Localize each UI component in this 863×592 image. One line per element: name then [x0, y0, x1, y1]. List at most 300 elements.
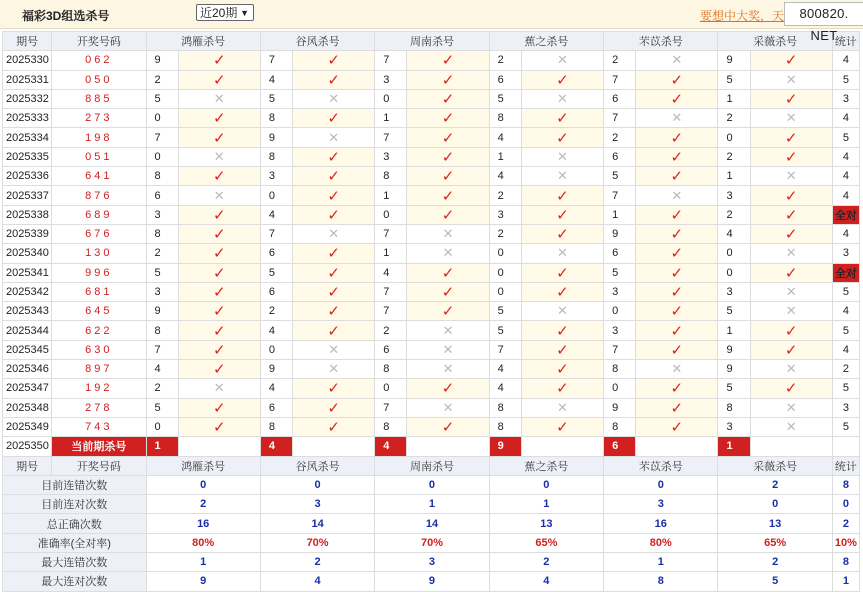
check-mark-cell [521, 186, 603, 205]
cross-mark-cell [750, 398, 832, 417]
kill-number-cell: 0 [489, 244, 521, 263]
summary-label: 总正确次数 [3, 514, 147, 533]
summary-col-expert-3: 周南杀号 [375, 456, 489, 475]
kill-number-cell: 8 [489, 398, 521, 417]
check-icon: ✓ [784, 322, 798, 340]
kill-number-cell: 8 [146, 321, 178, 340]
kill-number-cell: 2 [489, 224, 521, 243]
check-mark-cell [521, 128, 603, 147]
check-mark-cell [293, 302, 375, 321]
count-cell: 5 [832, 379, 859, 398]
summary-row [3, 572, 860, 591]
check-mark-cell [178, 321, 260, 340]
check-icon: ✓ [784, 341, 798, 359]
check-mark-cell [407, 417, 489, 436]
issue-cell: 2025338 [3, 205, 52, 224]
kill-number-cell: 7 [375, 302, 407, 321]
current-kill-spacer [750, 437, 832, 456]
check-mark-cell [293, 51, 375, 70]
summary-value: 9 [375, 572, 489, 591]
check-icon: ✓ [441, 380, 455, 398]
summary-col-expert-1: 鸿雁杀号 [146, 456, 260, 475]
summary-header-row [3, 456, 860, 475]
check-mark-cell [178, 109, 260, 128]
count-cell: 4 [832, 51, 859, 70]
table-header-row [3, 32, 860, 51]
count-cell: 5 [832, 321, 859, 340]
check-icon: ✓ [327, 322, 340, 340]
issue-cell: 2025348 [3, 398, 52, 417]
draw-number-cell: 897 [52, 360, 146, 379]
kill-number-cell: 7 [260, 51, 292, 70]
draw-number-cell: 641 [52, 167, 146, 186]
check-icon: ✓ [327, 380, 340, 398]
summary-value: 9 [146, 572, 260, 591]
kill-number-cell: 0 [375, 89, 407, 108]
summary-value: 2 [718, 553, 832, 572]
check-icon: ✓ [784, 380, 798, 398]
current-stat-cell [832, 437, 859, 456]
cross-mark-cell [293, 340, 375, 359]
kill-number-cell: 3 [718, 282, 750, 301]
cross-icon: ✕ [556, 148, 568, 164]
check-mark-cell [293, 379, 375, 398]
summary-col-stats: 统计 [832, 456, 859, 475]
cross-icon: ✕ [328, 129, 340, 145]
cross-mark-cell [293, 128, 375, 147]
check-mark-cell [750, 340, 832, 359]
check-mark-cell [178, 417, 260, 436]
check-mark-cell [293, 147, 375, 166]
kill-number-cell: 8 [489, 109, 521, 128]
check-icon: ✓ [784, 129, 798, 147]
draw-number-cell: 630 [52, 340, 146, 359]
check-mark-cell [636, 417, 718, 436]
summary-col-expert-2: 谷风杀号 [260, 456, 374, 475]
kill-number-cell: 3 [489, 205, 521, 224]
kill-number-cell: 0 [375, 379, 407, 398]
check-mark-cell [293, 205, 375, 224]
check-icon: ✓ [327, 206, 340, 224]
check-icon: ✓ [784, 206, 798, 224]
summary-col-expert-5: 芣苡杀号 [604, 456, 718, 475]
check-icon: ✓ [327, 110, 340, 128]
cross-icon: ✕ [556, 52, 568, 68]
check-icon: ✓ [670, 206, 684, 224]
check-icon: ✓ [212, 361, 226, 379]
count-cell: 5 [832, 70, 859, 89]
kill-number-cell: 5 [718, 70, 750, 89]
summary-value: 80% [146, 533, 260, 552]
summary-value: 70% [375, 533, 489, 552]
kill-number-cell: 4 [489, 379, 521, 398]
check-mark-cell [636, 302, 718, 321]
kill-number-cell: 3 [604, 282, 636, 301]
kill-number-cell: 4 [489, 128, 521, 147]
check-icon: ✓ [212, 303, 226, 321]
kill-number-cell: 6 [146, 186, 178, 205]
check-icon: ✓ [556, 284, 569, 301]
kill-number-cell: 6 [260, 244, 292, 263]
kill-number-cell: 8 [260, 417, 292, 436]
table-row [3, 51, 860, 70]
table-row [3, 128, 860, 147]
summary-col-draw: 开奖号码 [52, 456, 146, 475]
check-icon: ✓ [441, 110, 455, 128]
site-badge[interactable]: 800820. NET [784, 2, 863, 26]
chevron-down-icon: ▼ [240, 8, 249, 18]
cross-mark-cell [636, 51, 718, 70]
all-correct-badge: 全对 [832, 263, 859, 282]
issue-cell: 2025337 [3, 186, 52, 205]
check-mark-cell [750, 263, 832, 282]
period-select[interactable] [196, 4, 254, 21]
cross-icon: ✕ [785, 284, 797, 299]
cross-mark-cell [293, 89, 375, 108]
check-icon: ✓ [327, 245, 340, 263]
check-icon: ✓ [441, 168, 455, 186]
cross-mark-cell [293, 360, 375, 379]
cross-mark-cell [521, 51, 603, 70]
count-cell: 4 [832, 302, 859, 321]
kill-number-cell: 3 [146, 205, 178, 224]
kill-number-cell: 4 [489, 167, 521, 186]
check-mark-cell [636, 128, 718, 147]
summary-value: 16 [604, 514, 718, 533]
kill-number-cell: 7 [604, 70, 636, 89]
count-cell: 5 [832, 128, 859, 147]
cross-icon: ✕ [785, 419, 797, 435]
kill-number-cell: 8 [604, 360, 636, 379]
check-icon: ✓ [556, 187, 569, 205]
kill-number-cell: 4 [718, 224, 750, 243]
check-mark-cell [178, 167, 260, 186]
kill-number-cell: 2 [489, 186, 521, 205]
cross-mark-cell [750, 282, 832, 301]
summary-label: 目前连错次数 [3, 475, 147, 494]
kill-number-cell: 4 [260, 205, 292, 224]
check-mark-cell [407, 379, 489, 398]
kill-number-cell: 8 [375, 167, 407, 186]
summary-value: 65% [489, 533, 603, 552]
check-icon: ✓ [556, 341, 569, 359]
summary-value: 0 [489, 475, 603, 494]
issue-cell: 2025339 [3, 224, 52, 243]
kill-number-cell: 6 [604, 147, 636, 166]
cross-mark-cell [178, 147, 260, 166]
table-row [3, 244, 860, 263]
check-icon: ✓ [556, 419, 569, 437]
cross-mark-cell [293, 224, 375, 243]
check-mark-cell [636, 321, 718, 340]
current-issue-cell: 2025350 [3, 437, 52, 456]
page-title: 福彩3D组选杀号 [22, 9, 110, 23]
summary-value: 3 [604, 495, 718, 514]
table-row [3, 417, 860, 436]
kill-number-cell: 7 [604, 109, 636, 128]
col-draw: 开奖号码 [52, 32, 146, 51]
kill-number-cell: 6 [260, 398, 292, 417]
summary-value: 1 [375, 495, 489, 514]
check-mark-cell [521, 263, 603, 282]
check-icon: ✓ [670, 399, 684, 417]
kill-number-cell: 7 [146, 128, 178, 147]
check-icon: ✓ [441, 284, 455, 301]
check-mark-cell [636, 379, 718, 398]
summary-label: 目前连对次数 [3, 495, 147, 514]
check-mark-cell [521, 282, 603, 301]
kill-number-cell: 1 [375, 109, 407, 128]
kill-number-cell: 1 [718, 167, 750, 186]
check-mark-cell [178, 205, 260, 224]
cross-mark-cell [636, 360, 718, 379]
summary-stat-value: 0 [832, 495, 859, 514]
summary-value: 0 [604, 475, 718, 494]
cross-icon: ✕ [213, 187, 225, 203]
issue-cell: 2025340 [3, 244, 52, 263]
cross-icon: ✕ [442, 361, 454, 377]
cross-icon: ✕ [671, 187, 683, 203]
check-mark-cell [178, 263, 260, 282]
check-icon: ✓ [670, 168, 684, 186]
summary-value: 2 [146, 495, 260, 514]
kill-number-cell: 5 [604, 263, 636, 282]
draw-number-cell: 645 [52, 302, 146, 321]
check-icon: ✓ [212, 110, 226, 128]
promo-link[interactable]: 要想中大奖，天 [700, 9, 785, 23]
check-icon: ✓ [784, 264, 798, 282]
cross-mark-cell [407, 360, 489, 379]
summary-value: 16 [146, 514, 260, 533]
check-mark-cell [407, 186, 489, 205]
check-mark-cell [407, 147, 489, 166]
count-cell: 4 [832, 340, 859, 359]
check-mark-cell [521, 205, 603, 224]
kill-number-cell: 6 [604, 89, 636, 108]
check-icon: ✓ [556, 206, 569, 224]
check-icon: ✓ [212, 322, 226, 340]
kill-number-cell: 2 [260, 302, 292, 321]
check-icon: ✓ [212, 341, 226, 359]
kill-number-cell: 5 [489, 89, 521, 108]
kill-number-cell: 8 [604, 417, 636, 436]
check-icon: ✓ [327, 399, 340, 417]
summary-stat-value: 8 [832, 475, 859, 494]
issue-cell: 2025345 [3, 340, 52, 359]
summary-label: 最大连错次数 [3, 553, 147, 572]
check-icon: ✓ [670, 303, 684, 321]
check-icon: ✓ [784, 148, 798, 166]
check-icon: ✓ [556, 380, 569, 398]
summary-value: 2 [718, 475, 832, 494]
check-icon: ✓ [784, 91, 798, 109]
issue-cell: 2025334 [3, 128, 52, 147]
kill-number-cell: 5 [489, 302, 521, 321]
current-kill-number: 9 [489, 437, 521, 456]
check-mark-cell [636, 282, 718, 301]
summary-col-expert-4: 蕉之杀号 [489, 456, 603, 475]
issue-cell: 2025331 [3, 70, 52, 89]
col-issue: 期号 [3, 32, 52, 51]
summary-stat-value: 2 [832, 514, 859, 533]
kill-number-cell: 1 [375, 186, 407, 205]
check-icon: ✓ [441, 303, 455, 321]
check-icon: ✓ [327, 168, 340, 186]
kill-number-cell: 1 [489, 147, 521, 166]
cross-icon: ✕ [785, 361, 797, 377]
check-icon: ✓ [212, 284, 226, 301]
summary-value: 0 [260, 475, 374, 494]
kill-number-cell: 3 [146, 282, 178, 301]
check-mark-cell [293, 244, 375, 263]
kill-number-cell: 4 [260, 70, 292, 89]
kill-number-cell: 1 [718, 89, 750, 108]
kill-number-cell: 4 [489, 360, 521, 379]
kill-number-cell: 5 [604, 167, 636, 186]
kill-number-cell: 0 [718, 263, 750, 282]
kill-number-cell: 0 [489, 282, 521, 301]
current-kill-number: 1 [146, 437, 178, 456]
draw-number-cell: 996 [52, 263, 146, 282]
kill-number-cell: 3 [260, 167, 292, 186]
summary-value: 0 [146, 475, 260, 494]
cross-icon: ✕ [556, 245, 568, 261]
kill-number-cell: 2 [604, 128, 636, 147]
cross-mark-cell [407, 224, 489, 243]
kill-number-cell: 7 [375, 224, 407, 243]
count-cell: 4 [832, 109, 859, 128]
kill-number-cell: 0 [146, 147, 178, 166]
kill-number-cell: 5 [146, 398, 178, 417]
current-kill-number: 6 [604, 437, 636, 456]
check-icon: ✓ [441, 187, 455, 205]
cross-mark-cell [521, 167, 603, 186]
issue-cell: 2025333 [3, 109, 52, 128]
kill-number-cell: 9 [604, 398, 636, 417]
table-row [3, 321, 860, 340]
check-icon: ✓ [670, 91, 684, 109]
draw-number-cell: 273 [52, 109, 146, 128]
check-icon: ✓ [327, 187, 340, 205]
check-mark-cell [750, 51, 832, 70]
issue-cell: 2025330 [3, 51, 52, 70]
summary-value: 14 [375, 514, 489, 533]
check-icon: ✓ [556, 226, 569, 244]
draw-number-cell: 876 [52, 186, 146, 205]
summary-stat-value: 8 [832, 553, 859, 572]
summary-value: 3 [375, 553, 489, 572]
summary-row [3, 553, 860, 572]
check-icon: ✓ [212, 399, 226, 417]
kill-number-cell: 2 [718, 205, 750, 224]
cross-icon: ✕ [785, 110, 797, 126]
check-icon: ✓ [556, 71, 569, 89]
cross-mark-cell [750, 70, 832, 89]
issue-cell: 2025341 [3, 263, 52, 282]
check-mark-cell [636, 340, 718, 359]
check-mark-cell [636, 89, 718, 108]
summary-row [3, 514, 860, 533]
summary-value: 80% [604, 533, 718, 552]
check-mark-cell [750, 89, 832, 108]
cross-mark-cell [521, 89, 603, 108]
check-mark-cell [521, 321, 603, 340]
kill-number-cell: 4 [260, 321, 292, 340]
cross-mark-cell [521, 302, 603, 321]
check-icon: ✓ [441, 91, 455, 109]
kill-number-cell: 9 [260, 128, 292, 147]
check-mark-cell [293, 263, 375, 282]
check-icon: ✓ [327, 284, 340, 301]
kill-number-cell: 6 [604, 244, 636, 263]
cross-mark-cell [407, 340, 489, 359]
check-mark-cell [636, 147, 718, 166]
current-kill-spacer [178, 437, 260, 456]
summary-value: 0 [375, 475, 489, 494]
summary-value: 70% [260, 533, 374, 552]
draw-number-cell: 062 [52, 51, 146, 70]
cross-icon: ✕ [785, 168, 797, 184]
summary-value: 0 [718, 495, 832, 514]
cross-icon: ✕ [213, 91, 225, 107]
kill-number-cell: 8 [260, 147, 292, 166]
kill-number-cell: 7 [375, 128, 407, 147]
draw-number-cell: 676 [52, 224, 146, 243]
summary-value: 1 [604, 553, 718, 572]
issue-cell: 2025347 [3, 379, 52, 398]
table-row [3, 302, 860, 321]
count-cell: 3 [832, 89, 859, 108]
table-row [3, 186, 860, 205]
check-icon: ✓ [670, 264, 684, 282]
summary-label: 最大连对次数 [3, 572, 147, 591]
kill-number-cell: 8 [375, 417, 407, 436]
check-mark-cell [178, 340, 260, 359]
check-mark-cell [407, 89, 489, 108]
check-icon: ✓ [327, 148, 340, 166]
check-mark-cell [521, 109, 603, 128]
check-mark-cell [407, 70, 489, 89]
summary-col-issue: 期号 [3, 456, 52, 475]
check-icon: ✓ [212, 168, 226, 186]
check-icon: ✓ [327, 71, 340, 89]
check-mark-cell [293, 282, 375, 301]
summary-stat-value: 10% [832, 533, 859, 552]
kill-number-cell: 7 [489, 340, 521, 359]
table-row [3, 147, 860, 166]
check-icon: ✓ [441, 206, 455, 224]
check-icon: ✓ [670, 380, 684, 398]
table-row [3, 263, 860, 282]
check-mark-cell [178, 51, 260, 70]
table-row [3, 398, 860, 417]
kill-number-cell: 2 [146, 379, 178, 398]
check-mark-cell [178, 302, 260, 321]
cross-icon: ✕ [556, 399, 568, 415]
kill-number-cell: 5 [260, 263, 292, 282]
cross-icon: ✕ [328, 226, 340, 242]
kill-number-cell: 2 [375, 321, 407, 340]
col-expert-2: 谷风杀号 [260, 32, 374, 51]
kill-number-cell: 4 [375, 263, 407, 282]
count-cell: 4 [832, 186, 859, 205]
kill-number-cell: 5 [718, 302, 750, 321]
col-expert-5: 芣苡杀号 [604, 32, 718, 51]
check-icon: ✓ [556, 361, 569, 379]
cross-icon: ✕ [442, 226, 454, 242]
cross-icon: ✕ [671, 110, 683, 126]
current-kill-number: 1 [718, 437, 750, 456]
